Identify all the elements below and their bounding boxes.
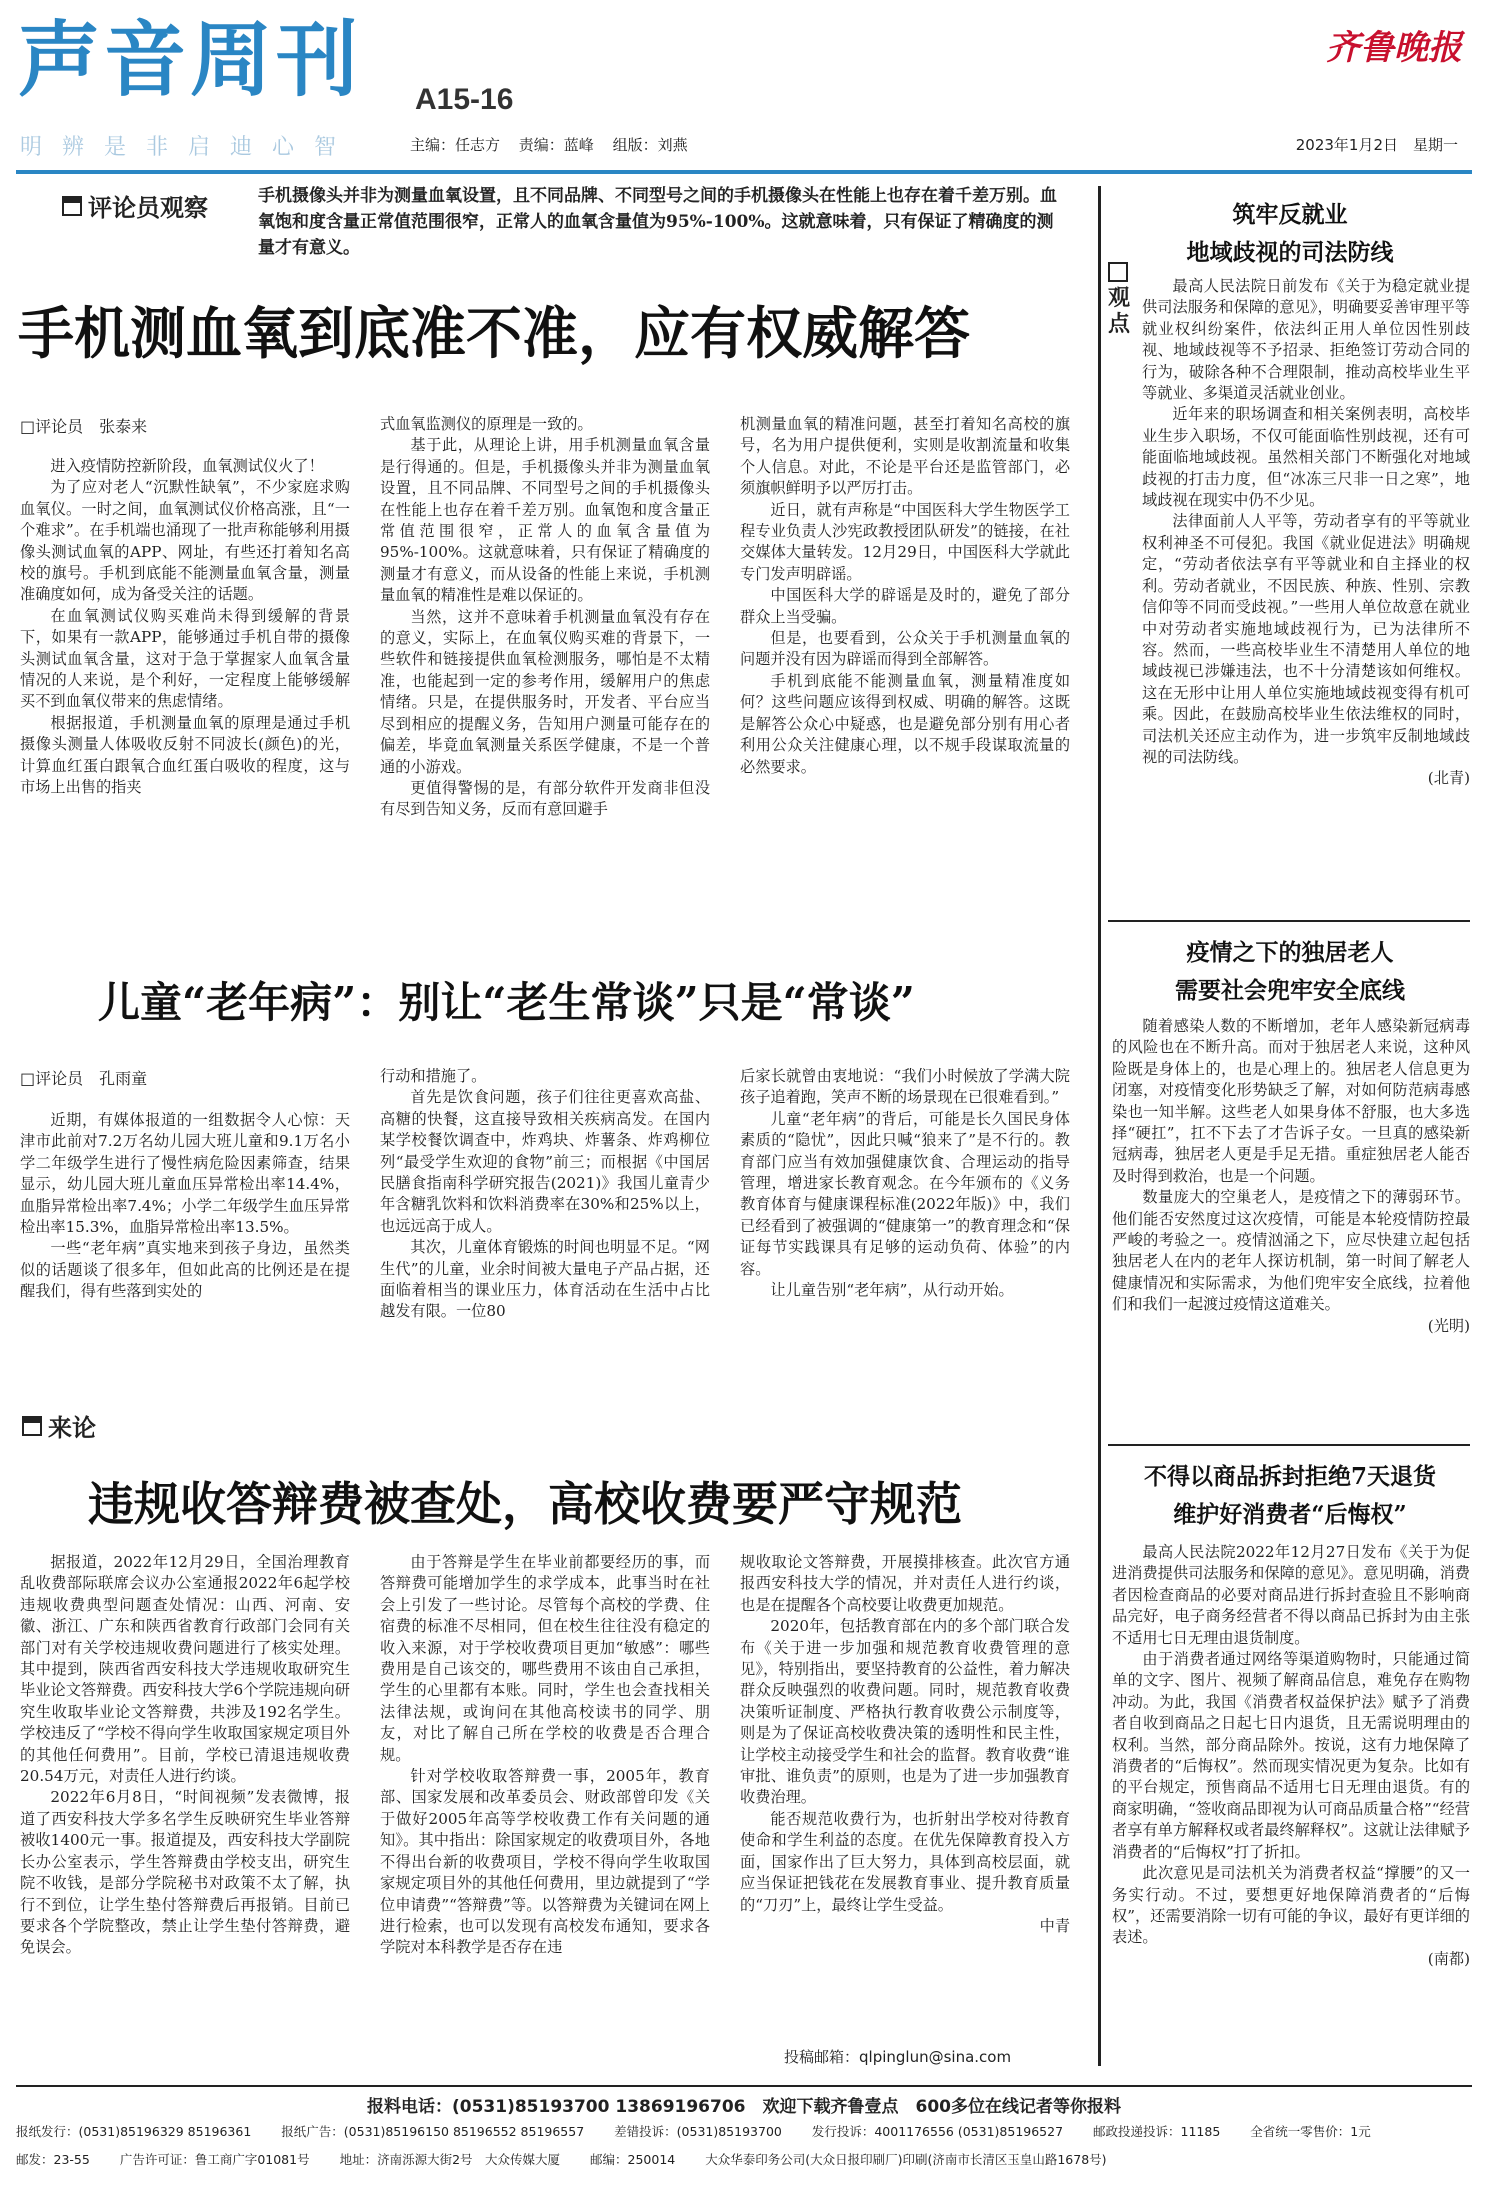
paragraph: 中国医科大学的辟谣是及时的，避免了部分群众上当受骗。 xyxy=(740,586,1070,626)
right-article2-body xyxy=(1112,1016,1470,1337)
editor-credits xyxy=(410,134,702,155)
right-separator xyxy=(1108,920,1470,922)
right-article3-body xyxy=(1112,1542,1470,1970)
paragraph: 让儿童告别“老年病”，从行动开始。 xyxy=(770,1281,1014,1300)
article3-col3 xyxy=(740,1552,1070,1937)
masthead-title: 声音周刊 xyxy=(18,13,363,108)
tag-box-icon xyxy=(62,196,82,216)
footer-item: 全省统一零售价：1元 xyxy=(1250,2124,1371,2139)
paragraph: 近日，就有声称是“中国医科大学生物医学工程专业负责人沙宪政教授团队研发”的链接，在社交媒体大量转发。12月29日，中国医科大学就此专门发声明辟谣。 xyxy=(740,500,1070,583)
paragraph: 能否规范收费行为，也折射出学校对待教育使命和学生利益的态度。在优先保障教育投入方面，国家作出了巨大努力，具体到高校层面，就应当保证把钱花在发展教育事业、提升教育质量的“刀刃”上，最终让学生受益。 xyxy=(740,1809,1070,1914)
paragraph: 随着感染人数的不断增加，老年人感染新冠病毒的风险也在不断升高。而对于独居老人来说，这种风险既是身体上的，也是心理上的。独居老人信息更为闭塞，对疫情变化形势缺乏了解，对如何防范病毒感染也一知半解。这些老人如果身体不舒服，也大多选择“硬扛”，扛不下去了才告诉子女。一旦真的感染新冠病毒，独居老人更是手足无措。重症独居老人能否及时得到救治，也是一个问题。 xyxy=(1112,1017,1470,1185)
article3-headline: 违规收答辩费被查处，高校收费要严守规范 xyxy=(88,1477,962,1531)
right-article2-title xyxy=(1110,934,1470,1010)
section-tag-label: 评论员观察 xyxy=(88,194,208,222)
section-tag-observation xyxy=(62,188,208,223)
article2-col3 xyxy=(740,1066,1070,1301)
article1-col1 xyxy=(20,456,350,799)
article1-col3 xyxy=(740,414,1070,778)
page-number: A15-16 xyxy=(415,83,514,116)
footer-item: 邮发：23-55 xyxy=(16,2152,90,2167)
article3-col2 xyxy=(380,1552,710,1959)
article2-headline: 儿童“老年病”：别让“老生常谈”只是“常谈” xyxy=(98,978,915,1027)
paragraph: 儿童“老年病”的背后，可能是长久国民身体素质的“隐忧”，因此只喊“狼来了”是不行的。教育部门应当有效加强健康饮食、合理运动的指导管理，增进家长教育观念。在今年颁布的《义务教育体育与健康课程标准(2022年版)》中，我们已经看到了被强调的“健康第一”的教育理念和“保证每节实践课具有足够的运动负荷、体验”的内容。 xyxy=(740,1109,1070,1278)
footer-item: 报纸发行：(0531)85196329 85196361 xyxy=(16,2124,252,2139)
article-source: (光明) xyxy=(1427,1316,1470,1335)
paragraph: 近期，有媒体报道的一组数据令人心惊：天津市此前对7.2万名幼儿园大班儿童和9.1万名小学二年级学生进行了慢性病危险因素筛查，结果显示，幼儿园大班儿童血压异常检出率14.4%，血脂异常检出率7.4%；小学二年级学生血压异常检出率15.3%，血脂异常检出率13.5%。 xyxy=(20,1111,350,1237)
paragraph: 当然，这并不意味着手机测量血氧没有存在的意义，实际上，在血氧仪购买难的背景下，一些软件和链接提供血氧检测服务，哪怕是不太精准，也能起到一定的参考作用，缓解用户的焦虑情绪。只是，在提供服务时，开发者、平台应当尽到相应的提醒义务，告知用户测量可能存在的偏差，毕竟血氧测量关系医学健康，不是一个普通的小游戏。 xyxy=(380,607,710,776)
paragraph: 针对学校收取答辩费一事，2005年，教育部、国家发展和改革委员会、财政部曾印发《关于做好2005年高等学校收费工作有关问题的通知》。其中指出：除国家规定的收费项目外，各地不得出台新的收费项目，学校不得向学生收取国家规定项目外的其他任何费用，里边就提到了“学位申请费”“答辩费”等。以答辩费为关键词在网上进行检索，也可以发现有高校发布通知，要求各学院对本科教学是否存在违 xyxy=(380,1767,710,1957)
paragraph: 基于此，从理论上讲，用手机测量血氧含量是行得通的。但是，手机摄像头并非为测量血氧设置，且不同品牌、不同型号之间的手机摄像头在性能上也存在着千差万别。血氧饱和度含量正常值范围很窄，正常人的血氧含量值为95%-100%。这就意味着，只有保证了精确度的测量才有意义，而从设备的性能上来说，手机测量血氧的精准性是难以保证的。 xyxy=(380,436,710,605)
paragraph: 行动和措施了。 xyxy=(380,1067,487,1085)
section-tag-label: 来论 xyxy=(48,1414,96,1442)
paragraph: 进入疫情防控新阶段，血氧测试仪火了！ xyxy=(50,457,324,475)
paragraph: 2020年，包括教育部在内的多个部门联合发布《关于进一步加强和规范教育收费管理的意见》，特别指出，要坚持教育的公益性，着力解决群众反映强烈的收费问题。同时，规范教育收费决策听证制度、严格执行教育收费公示制度等，则是为了保证高校收费决策的透明性和民主性，让学校主动接受学生和社会的监督。教育收费“谁审批、谁负责”的原则，也是为了进一步加强教育收费治理。 xyxy=(740,1617,1070,1807)
paragraph: 规收取论文答辩费，开展摸排核查。此次官方通报西安科技大学的情况，并对责任人进行约谈，也是在提醒各个高校要让收费更加规范。 xyxy=(740,1553,1070,1614)
column-divider xyxy=(1098,186,1101,2066)
paragraph: 根据报道，手机测量血氧的原理是通过手机摄像头测量人体吸收反射不同波长(颜色)的光，计算血红蛋白跟氧合血红蛋白吸收的程度，这与市场上出售的指夹 xyxy=(20,713,350,797)
footer-hotline: 报料电话：(0531)85193700 13869196706 欢迎下载齐鲁壹点 600多位在线记者等你报料 xyxy=(366,2097,1121,2117)
footer-contacts xyxy=(16,2122,1472,2140)
paragraph: 由于消费者通过网络等渠道购物时，只能通过简单的文字、图片、视频了解商品信息，难免存在购物冲动。为此，我国《消费者权益保护法》赋予了消费者自收到商品之日起七日内退货，且无需说明理由的权利。当然，部分商品除外。按说，这有力地保障了消费者的“后悔权”。然而现实情况更为复杂。比如有的平台规定，预售商品不适用七日无理由退货。有的商家明确，“签收商品即视为认可商品质量合格”“经营者享有单方解释权或者最终解释权”。这就让法律赋予消费者的“后悔权”打了折扣。 xyxy=(1112,1650,1470,1861)
issue-date: 2023年1月2日 星期一 xyxy=(1295,136,1458,154)
article-source: (北青) xyxy=(1427,769,1470,788)
title-line: 不得以商品拆封拒绝7天退货 xyxy=(1143,1463,1436,1490)
right-article1-body xyxy=(1142,276,1470,790)
paragraph: 其次，儿童体育锻炼的时间也明显不足。“网生代”的儿童，业余时间被大量电子产品占据，还面临着相当的课业压力，体育活动在生活中占比越发有限。一位80 xyxy=(380,1238,710,1321)
right-article1-title xyxy=(1110,196,1470,272)
paragraph: 手机到底能不能测量血氧，测量精准度如何？这些问题应该得到权威、明确的解答。这既是解答公众心中疑惑，也是避免部分别有用心者利用公众关注健康心理，以不规手段谋取流量的必然要求。 xyxy=(740,671,1070,776)
title-line: 筑牢反就业 xyxy=(1232,201,1348,228)
paragraph: 数量庞大的空巢老人，是疫情之下的薄弱环节。他们能否安然度过这次疫情，可能是本轮疫情防控最严峻的考验之一。疫情汹涌之下，应尽快建立起包括独居老人在内的老年人探访机制，第一时间了解老人健康情况和实际需求，为他们兜牢安全底线，拉着他们和我们一起渡过疫情这道难关。 xyxy=(1112,1188,1470,1314)
paragraph: 法律面前人人平等，劳动者享有的平等就业权利神圣不可侵犯。我国《就业促进法》明确规定，“劳动者依法享有平等就业和自主择业的权利。劳动者就业，不因民族、种族、性别、宗教信仰等不同而受歧视。”一些用人单位故意在就业中对劳动者实施地域歧视行为，已为法律所不容。然而，一些高校毕业生不清楚用人单位的地域歧视已涉嫌违法，也不十分清楚该如何维权。这在无形中让用人单位实施地域歧视变得有机可乘。因此，在鼓励高校毕业生依法维权的同时，司法机关还应主动作为，进一步筑牢反制地域歧视的司法防线。 xyxy=(1142,512,1470,766)
article1-lead: 手机摄像头并非为测量血氧设置，且不同品牌、不同型号之间的手机摄像头在性能上也存在着千差万别。血氧饱和度含量正常值范围很窄，正常人的血氧含量值为95%-100%。这就意味着，只有保证了精确度的测量才有意义。 xyxy=(258,186,1057,258)
footer-item: 地址：济南泺源大街2号 大众传媒大厦 xyxy=(339,2152,561,2167)
article3-author: 中青 xyxy=(1039,1916,1070,1935)
paragraph: 后家长就曾由衷地说：“我们小时候放了学满大院孩子追着跑，笑声不断的场景现在已很难看到。” xyxy=(740,1067,1070,1107)
paragraph: 近年来的职场调查和相关案例表明，高校毕业生步入职场，不仅可能面临性别歧视，还有可能面临地域歧视。虽然相关部门不断强化对地域歧视的打击力度，但“冰冻三尺非一日之寒”，地域歧视在现实中仍不少见。 xyxy=(1142,405,1470,510)
paragraph: 最高人民法院日前发布《关于为稳定就业提供司法服务和保障的意见》，明确要妥善审理平等就业权纠纷案件，依法纠正用人单位因性别歧视、地域歧视等不予招录、拒绝签订劳动合同的行为，破除各种不合理限制，推动高校毕业生平等就业、多渠道灵活就业创业。 xyxy=(1142,277,1470,403)
title-line: 维护好消费者“后悔权” xyxy=(1173,1501,1407,1528)
article2-byline: □评论员 孔雨童 xyxy=(20,1069,148,1088)
footer-item: 差错投诉：(0531)85193700 xyxy=(614,2124,782,2139)
footer-item: 邮编：250014 xyxy=(590,2152,676,2167)
footer-address xyxy=(16,2150,1472,2168)
title-line: 需要社会兜牢安全底线 xyxy=(1175,977,1405,1004)
footer-item: 报纸广告：(0531)85196150 85196552 85196557 xyxy=(281,2124,585,2139)
tag-box-icon xyxy=(22,1416,42,1436)
article1-col2 xyxy=(380,414,710,821)
newspaper-logo: 齐鲁晚报 xyxy=(1326,28,1462,68)
paragraph: 式血氧监测仪的原理是一致的。 xyxy=(380,415,593,433)
article-source: (南都) xyxy=(1427,1949,1470,1968)
article2-col2 xyxy=(380,1066,710,1323)
paragraph: 更值得警惕的是，有部分软件开发商非但没有尽到告知义务，反而有意回避手 xyxy=(380,778,710,819)
paragraph: 但是，也要看到，公众关于手机测量血氧的问题并没有因为辟谣而得到全部解答。 xyxy=(740,629,1070,669)
paragraph: 据报道，2022年12月29日，全国治理教育乱收费部际联席会议办公室通报2022年6起学校违规收费典型问题查处情况：山西、河南、安徽、浙江、广东和陕西省教育行政部门会同有关部门对有关学校违规收费问题进行了核实处理。其中提到，陕西省西安科技大学违规收取研究生毕业论文答辩费。西安科技大学6个学院违规向研究生收取毕业论文答辩费，共涉及192名学生。学校违反了“学校不得向学生收取国家规定项目外的其他任何费用”。目前，学校已清退违规收费20.54万元，对责任人进行约谈。 xyxy=(20,1553,350,1786)
footer-rule xyxy=(16,2085,1472,2087)
paragraph: 一些“老年病”真实地来到孩子身边，虽然类似的话题谈了很多年，但如此高的比例还是在提醒我们，得有些落到实处的 xyxy=(20,1239,350,1301)
footer-item: 发行投诉：4001176556 (0531)85196527 xyxy=(811,2124,1064,2139)
paragraph: 首先是饮食问题，孩子们往往更喜欢高盐、高糖的快餐，这直接导致相关疾病高发。在国内某学校餐饮调查中，炸鸡块、炸薯条、炸鸡柳位列“最受学生欢迎的食物”前三；而根据《中国居民膳食指南科学研究报告(2021)》我国儿童青少年含糖乳饮料和饮料消费率在30%和25%以上，也远远高于成人。 xyxy=(380,1088,710,1235)
paragraph: 2022年6月8日，“时间视频”发表微博，报道了西安科技大学多名学生反映研究生毕业答辩被收1400元一事。报道提及，西安科技大学副院长办公室表示，学生答辩费由学校支出，研究生院不收钱，是部分学院秘书对政策不太了解，执行不到位，让学生垫付答辩费后再报销。目前已要求各个学院整改，禁止让学生垫付答辩费，避免误会。 xyxy=(20,1788,350,1957)
right-article3-title xyxy=(1110,1458,1470,1534)
paragraph: 最高人民法院2022年12月27日发布《关于为促进消费提供司法服务和保障的意见》。意见明确，消费者因检查商品的必要对商品进行拆封查验且不影响商品完好，电子商务经营者不得以商品已拆封为由主张不适用七日无理由退货制度。 xyxy=(1112,1543,1470,1647)
paragraph: 此次意见是司法机关为消费者权益“撑腰”的又一务实行动。不过，要想更好地保障消费者的“后悔权”，还需要消除一切有可能的争议，最好有更详细的表述。 xyxy=(1112,1864,1470,1947)
viewpoint-label: 观点 xyxy=(1108,286,1131,337)
article3-col1 xyxy=(20,1552,350,1959)
masthead-slogan: 明辨是非启迪心智 xyxy=(20,135,357,160)
top-rule xyxy=(16,170,1472,174)
article1-headline: 手机测血氧到底准不准，应有权威解答 xyxy=(18,301,970,367)
resp-editor: 责编：蓝峰 xyxy=(518,136,594,154)
title-line: 地域歧视的司法防线 xyxy=(1186,239,1394,266)
paragraph: 由于答辩是学生在毕业前都要经历的事，而答辩费可能增加学生的求学成本，此事当时在社会上引发了一些讨论。尽管每个高校的学费、住宿费的标准不尽相同，但在校生往往没有稳定的收入来源，对于学校收费项目更加“敏感”：哪些费用是自己该交的，哪些费用不该由自己承担，学生的心里都有本账。同时，学生也会查找相关法律法规，或询问在其他高校读书的同学、朋友，对比了解自己所在学校的收费是否合理合规。 xyxy=(380,1553,710,1764)
title-line: 疫情之下的独居老人 xyxy=(1186,939,1394,966)
editor: 主编：任志方 xyxy=(410,136,501,154)
submission-email: 投稿邮箱：qlpinglun@sina.com xyxy=(784,2048,1012,2066)
footer-item: 大众华泰印务公司(大众日报印刷厂)印刷(济南市长清区玉皇山路1678号) xyxy=(705,2152,1107,2167)
right-separator xyxy=(1108,1444,1470,1446)
paragraph: 为了应对老人“沉默性缺氧”，不少家庭求购血氧仪。一时之间，血氧测试仪价格高涨，且“一个难求”。在手机端也涌现了一批声称能够利用摄像头测试血氧的APP、网址，有些还打着知名高校的旗号。手机到底能不能测量血氧含量，测量准确度如何，成为备受关注的话题。 xyxy=(20,478,350,604)
section-tag-viewpoint xyxy=(1108,262,1132,338)
article2-col1 xyxy=(20,1110,350,1303)
footer-item: 广告许可证：鲁工商广字01081号 xyxy=(119,2152,310,2167)
paragraph: 机测量血氧的精准问题，甚至打着知名高校的旗号，名为用户提供便利，实则是收割流量和收集个人信息。对此，不论是平台还是监管部门，必须旗帜鲜明予以严厉打击。 xyxy=(740,415,1070,498)
article1-byline: □评论员 张泰来 xyxy=(20,417,148,436)
footer-item: 邮政投递投诉：11185 xyxy=(1093,2124,1221,2139)
section-tag-opinion xyxy=(22,1408,96,1443)
layout-editor: 组版：刘燕 xyxy=(612,136,688,154)
paragraph: 在血氧测试仪购买难尚未得到缓解的背景下，如果有一款APP，能够通过手机自带的摄像头测试血氧含量，这对于急于掌握家人血氧含量情况的人来说，是个利好，一定程度上能够缓解买不到血氧仪带来的焦虑情绪。 xyxy=(20,606,350,711)
